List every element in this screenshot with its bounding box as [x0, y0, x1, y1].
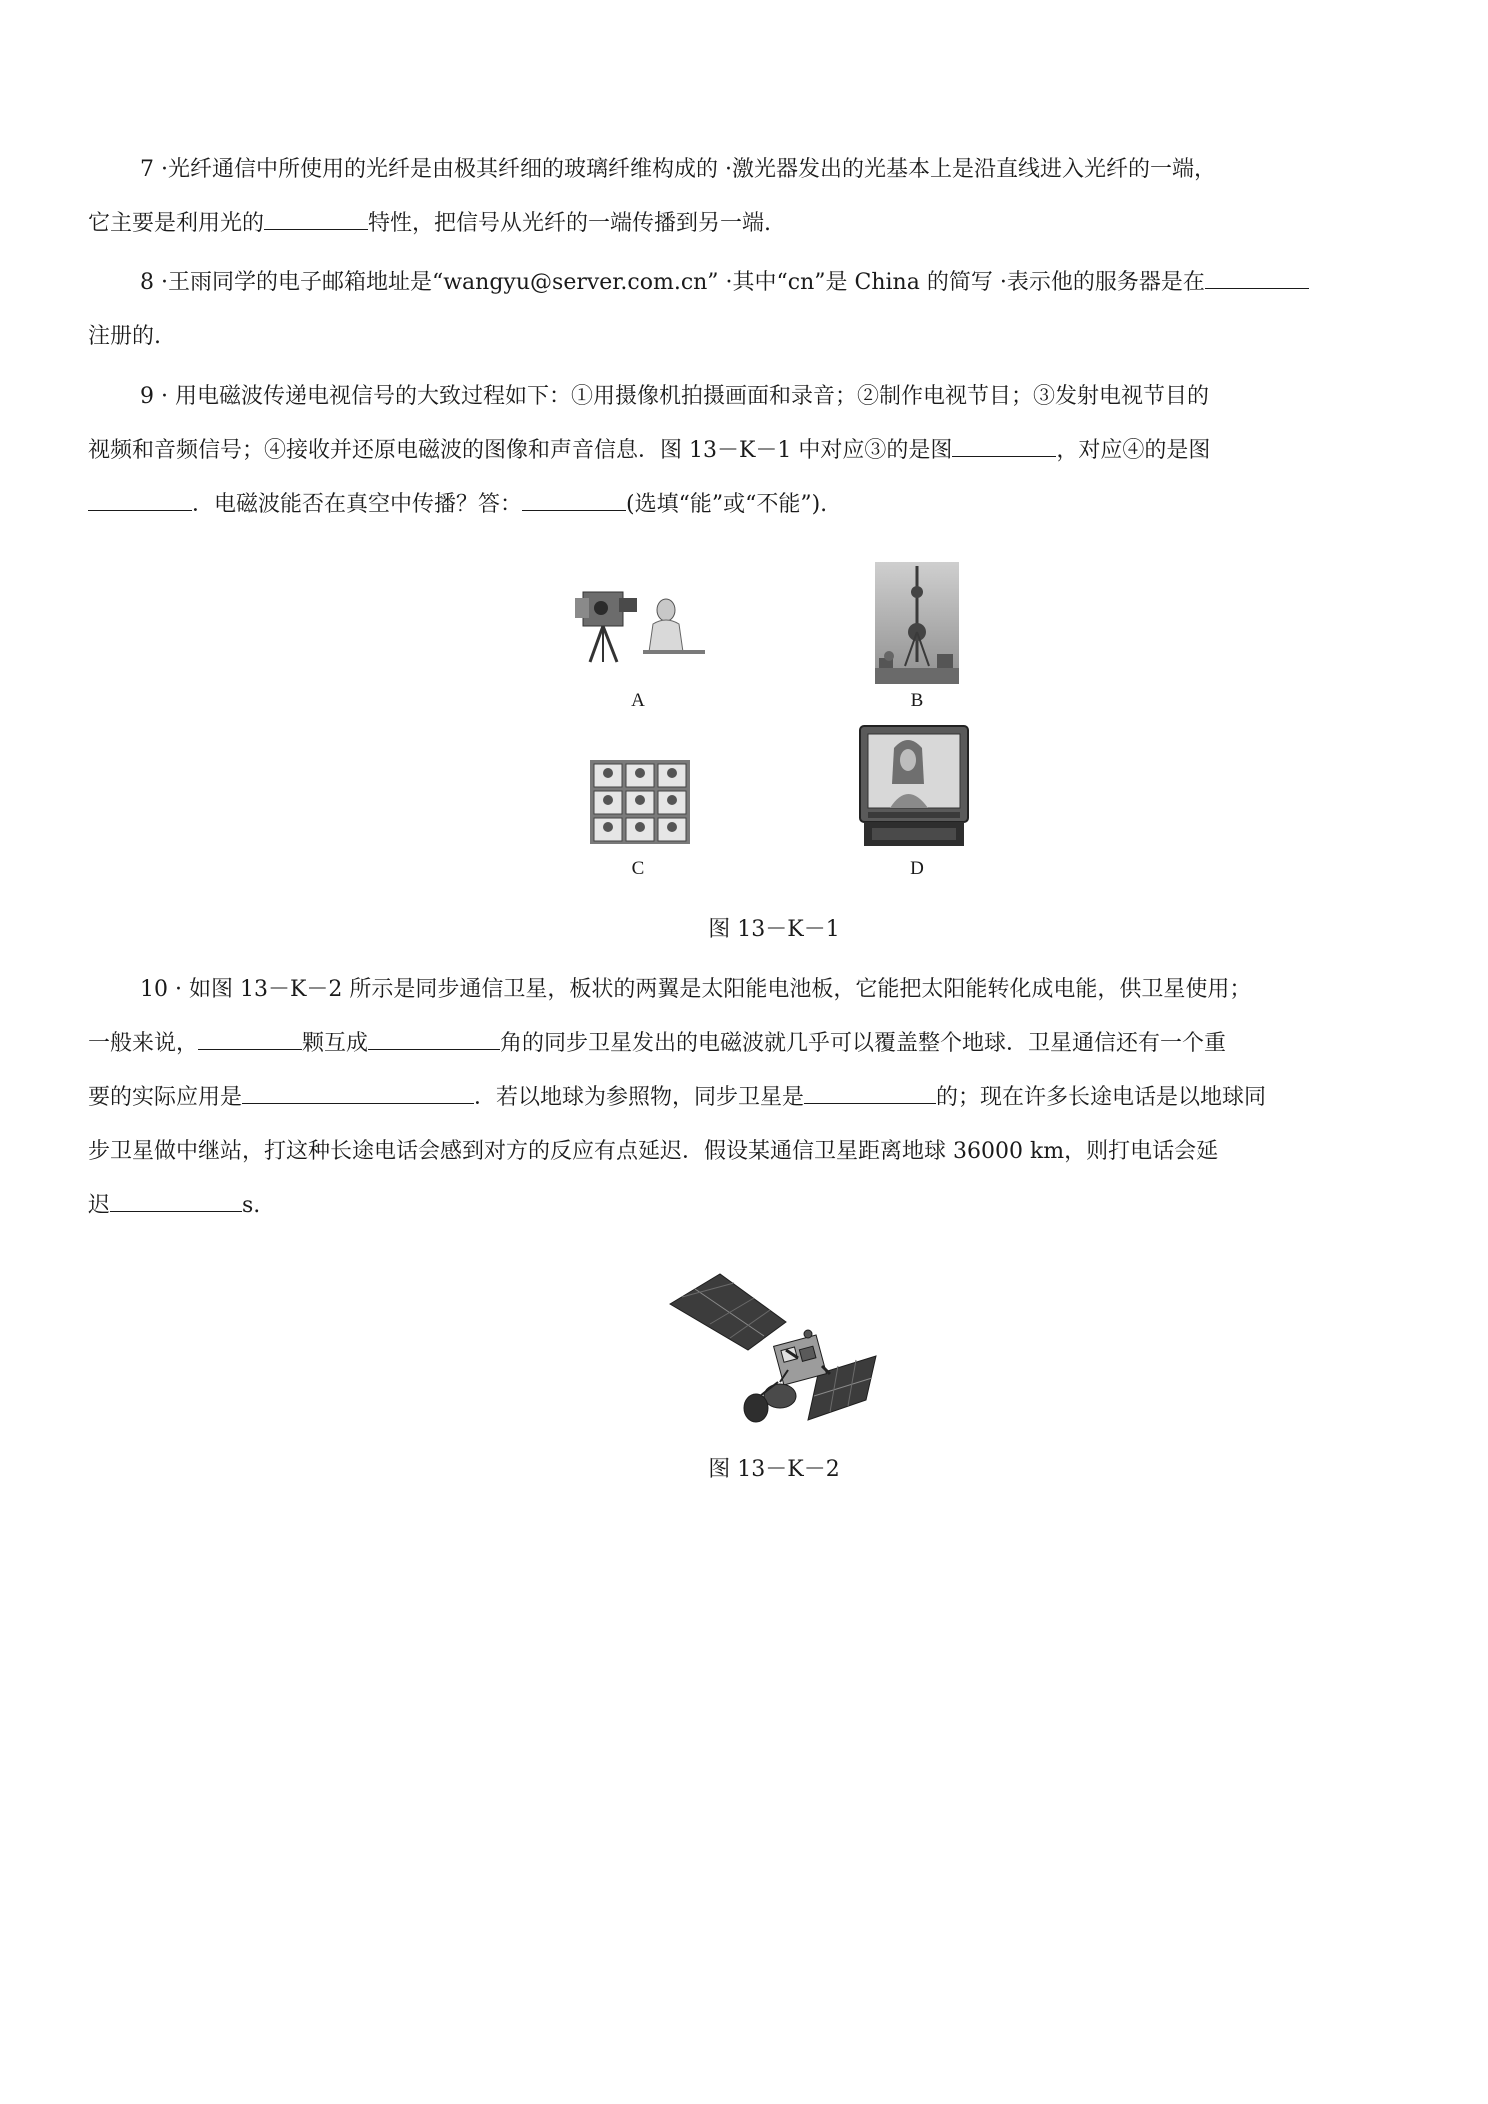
answer-blank[interactable]: [368, 1029, 500, 1050]
q7-line-1: 7 ·光纤通信中所使用的光纤是由极其纤细的玻璃纤维构成的 ·激光器发出的光基本上是沿直线进入光纤的一端，: [140, 157, 1216, 182]
question-7: [88, 143, 1410, 251]
figure-label-d: D: [910, 858, 924, 879]
q9-line-2: [88, 424, 1410, 478]
q9-text: (选填“能”或“不能”).: [626, 492, 828, 517]
answer-blank[interactable]: [804, 1083, 936, 1104]
q10-text: 迟: [88, 1193, 111, 1218]
q10-text: 角的同步卫星发出的电磁波就几乎可以覆盖整个地球．卫星通信还有一个重: [500, 1031, 1227, 1056]
figure-2-caption: 图 13－K－2: [708, 1457, 840, 1482]
answer-blank[interactable]: [198, 1029, 302, 1050]
q7-text: 它主要是利用光的: [88, 211, 265, 236]
figure-d-television: [858, 724, 970, 852]
q7-line-2: [88, 197, 1410, 251]
answer-blank[interactable]: [242, 1083, 474, 1104]
q10-text: 一般来说，: [88, 1031, 199, 1056]
answer-blank[interactable]: [952, 436, 1056, 457]
question-8: [88, 256, 1410, 364]
q8-text: 8 ·王雨同学的电子邮箱地址是“wangyu@server.com.cn” ·其中“cn”是 China 的简写 ·表示他的服务器是在: [140, 270, 1205, 295]
q9-text: 视频和音频信号；④接收并还原电磁波的图像和声音信息．图 13－K－1 中对应③的是图: [88, 438, 953, 463]
q7-text: 特性，把信号从光纤的一端传播到另一端.: [368, 211, 772, 236]
figure-label-b: B: [910, 690, 924, 711]
figure-c-video-grid: [590, 760, 690, 844]
q10-line-2: [88, 1017, 1410, 1071]
q10-line-1: 10 · 如图 13－K－2 所示是同步通信卫星，板状的两翼是太阳能电池板，它能把太阳能转化成电能，供卫星使用；: [140, 977, 1252, 1002]
q10-line-5: [88, 1179, 1410, 1233]
q10-text: 的；现在许多长途电话是以地球同: [936, 1085, 1267, 1110]
figure-label-c: C: [631, 858, 645, 879]
figure-a-camera-studio: [565, 580, 710, 670]
q9-line-3: [88, 478, 1410, 532]
q9-text: ．电磁波能否在真空中传播？答：: [192, 492, 523, 517]
question-10: [88, 963, 1410, 1233]
q10-line-3: [88, 1071, 1410, 1125]
q9-text: ，对应④的是图: [1056, 438, 1211, 463]
q9-line-1: 9 · 用电磁波传递电视信号的大致过程如下：①用摄像机拍摄画面和录音；②制作电视节目；③发射电视节目的: [140, 384, 1209, 409]
q10-text: 要的实际应用是: [88, 1085, 243, 1110]
q10-line-4: 步卫星做中继站，打这种长途电话会感到对方的反应有点延迟．假设某通信卫星距离地球 36000 km，则打电话会延: [88, 1139, 1219, 1164]
q10-text: 颗互成: [302, 1031, 369, 1056]
figure-satellite: [668, 1270, 878, 1430]
q10-text: ．若以地球为参照物，同步卫星是: [474, 1085, 805, 1110]
answer-blank[interactable]: [264, 209, 368, 230]
answer-blank[interactable]: [522, 490, 626, 511]
answer-blank[interactable]: [88, 490, 192, 511]
question-9: [88, 370, 1410, 532]
q8-line-1: [88, 256, 1410, 310]
answer-blank[interactable]: [110, 1191, 242, 1212]
answer-blank[interactable]: [1205, 268, 1309, 289]
q10-text: s.: [242, 1193, 261, 1218]
q8-line-2: 注册的.: [88, 324, 161, 349]
figure-1-caption: 图 13－K－1: [708, 917, 840, 942]
figure-b-tv-tower: [875, 562, 959, 684]
figure-label-a: A: [631, 690, 645, 711]
